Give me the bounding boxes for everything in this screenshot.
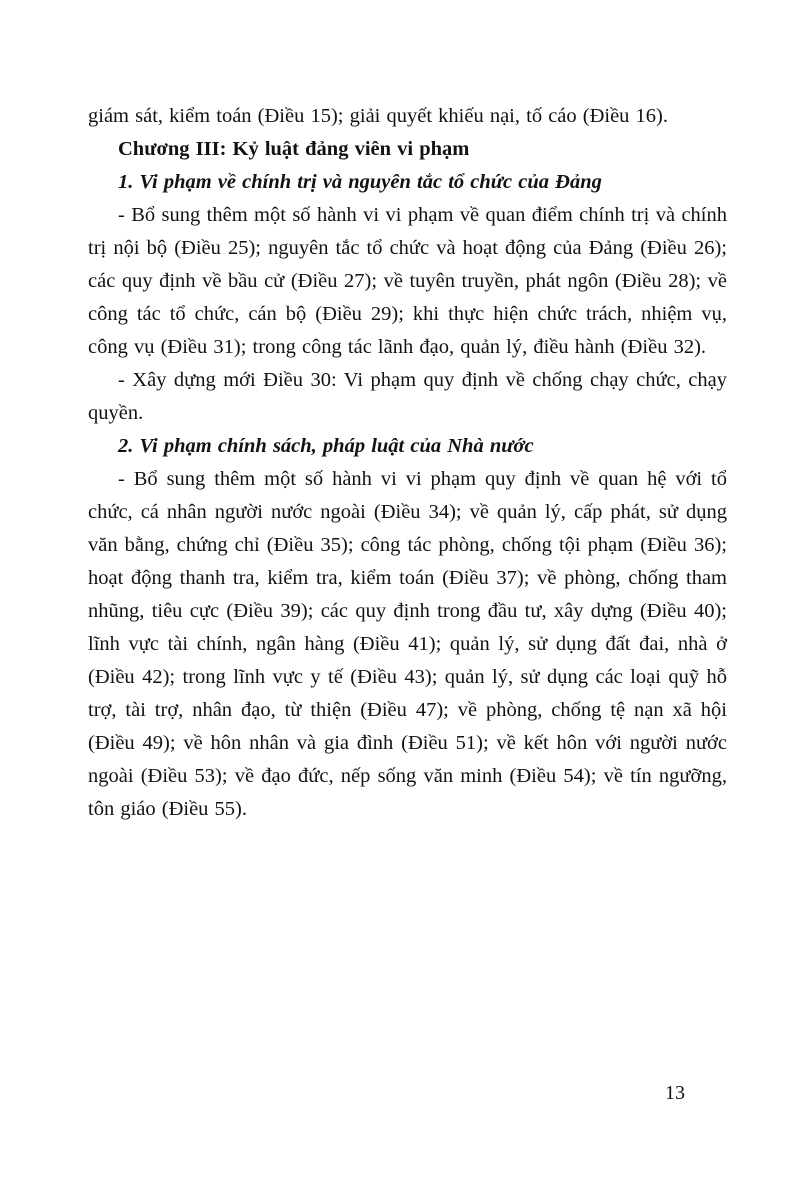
section-1-paragraph-1: - Bổ sung thêm một số hành vi vi phạm về quan điểm chính trị và chính trị nội bộ (Điều 25); nguyên tắc tổ chức và hoạt động của Đảng (Điều 26); các quy định về bầu cử (Điều 27); về tuyên truyền, phát ngôn (Điều 28); về công tác tổ chức, cán bộ (Điều 29); khi thực hiện chức trách, nhiệm vụ, công vụ (Điều 31); trong công tác lãnh đạo, quản lý, điều hành (Điều 32). xyxy=(88,204,727,358)
section-2-paragraph-1: - Bổ sung thêm một số hành vi vi phạm quy định về quan hệ với tổ chức, cá nhân người nước ngoài (Điều 34); về quản lý, cấp phát, sử dụng văn bằng, chứng chỉ (Điều 35); công tác phòng, chống tội phạm (Điều 36); hoạt động thanh tra, kiểm tra, kiểm toán (Điều 37); về phòng, chống tham nhũng, tiêu cực (Điều 39); các quy định trong đầu tư, xây dựng (Điều 40); lĩnh vực tài chính, ngân hàng (Điều 41); quản lý, sử dụng đất đai, nhà ở (Điều 42); trong lĩnh vực y tế (Điều 43); quản lý, sử dụng các loại quỹ hỗ trợ, tài trợ, nhân đạo, từ thiện (Điều 47); về phòng, chống tệ nạn xã hội (Điều 49); về hôn nhân và gia đình (Điều 51); về kết hôn với người nước ngoài (Điều 53); về đạo đức, nếp sống văn minh (Điều 54); về tín ngưỡng, tôn giáo (Điều 55). xyxy=(88,468,727,820)
section-2-heading: 2. Vi phạm chính sách, pháp luật của Nhà nước xyxy=(118,435,534,457)
page-number: 13 xyxy=(665,1082,685,1104)
section-1-paragraph-2: - Xây dựng mới Điều 30: Vi phạm quy định về chống chạy chức, chạy quyền. xyxy=(88,369,727,424)
chapter-heading: Chương III: Kỷ luật đảng viên vi phạm xyxy=(118,138,470,160)
continuation-paragraph: giám sát, kiểm toán (Điều 15); giải quyết khiếu nại, tố cáo (Điều 16). xyxy=(88,105,669,127)
section-1-heading: 1. Vi phạm về chính trị và nguyên tắc tổ chức của Đảng xyxy=(118,171,602,193)
